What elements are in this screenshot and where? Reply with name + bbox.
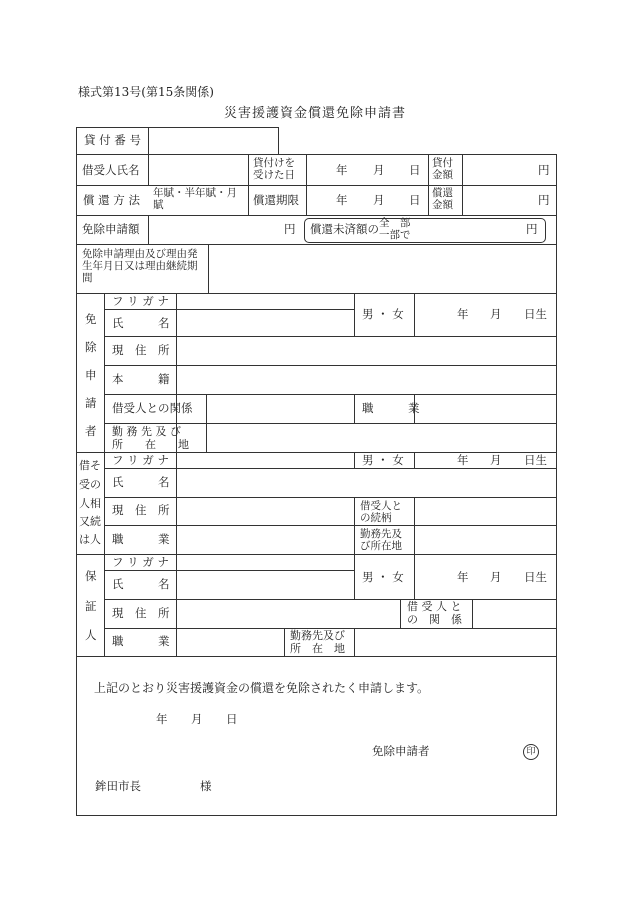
repayment-amount-yen: 円 [538, 193, 550, 207]
period-month: 月 [373, 193, 385, 207]
heir-address-label: 現 住 所 [112, 503, 170, 517]
heir-side-label-1: 借そ [79, 459, 101, 472]
loan-amount-label: 貸付金額 [432, 157, 453, 182]
exemption-reason-field[interactable] [210, 246, 554, 291]
form-number: 様式第13号(第15条関係) [78, 85, 214, 99]
loan-number-field[interactable] [150, 129, 276, 152]
applicant-domicile-label: 本 籍 [112, 372, 170, 386]
heir-relation-field[interactable] [416, 499, 554, 523]
unpaid-yen: 円 [526, 222, 538, 236]
period-year: 年 [336, 193, 348, 207]
borrower-name-label: 借受人氏名 [82, 163, 140, 177]
heir-side-label-4: 又続 [79, 515, 101, 528]
applicant-domicile-field[interactable] [178, 367, 554, 392]
heir-furigana-label: フ リ ガ ナ [112, 453, 169, 467]
guarantor-side-label-2: 証 [85, 599, 97, 613]
loan-amount-yen: 円 [538, 163, 550, 177]
date-year: 年 [156, 712, 168, 726]
loan-date-label: 貸付けを受けた日 [253, 157, 295, 182]
heir-birth-month: 月 [490, 453, 502, 467]
applicant-occupation-label: 職 業 [362, 401, 420, 415]
guarantor-name-field[interactable] [178, 572, 352, 597]
addressee: 鉾田市長 [95, 779, 141, 793]
guarantor-birth-month: 月 [490, 570, 502, 584]
unpaid-label: 償還未済額の [310, 222, 379, 236]
applicant-side-label-4: 請 [85, 396, 97, 410]
borrower-name-field[interactable] [150, 156, 246, 183]
applicant-workplace-label-2: 所 在 地 [112, 438, 189, 451]
loan-number-label: 貸 付 番 号 [84, 133, 141, 147]
applicant-address-label: 現 住 所 [112, 343, 170, 357]
applicant-occupation-field[interactable] [416, 396, 554, 421]
applicant-name-label: 氏 名 [112, 316, 170, 330]
guarantor-birth-day: 日生 [524, 570, 547, 584]
heir-name-field[interactable] [178, 470, 554, 495]
guarantor-address-field[interactable] [178, 601, 398, 626]
heir-side-label-5: は人 [79, 533, 101, 546]
applicant-side-label-5: 者 [85, 424, 97, 438]
guarantor-workplace-field[interactable] [356, 630, 554, 654]
heir-side-label-3: 人相 [79, 497, 101, 510]
heir-birth-year: 年 [457, 453, 469, 467]
loan-date-day: 日 [409, 163, 421, 177]
heir-sex[interactable]: 男 ・ 女 [362, 453, 404, 467]
addressee-honorific: 様 [200, 779, 212, 793]
guarantor-address-label: 現 住 所 [112, 606, 170, 620]
heir-address-field[interactable] [178, 499, 352, 523]
applicant-relation-field[interactable] [208, 396, 352, 421]
loan-date-year: 年 [336, 163, 348, 177]
exemption-amount-yen: 円 [284, 222, 296, 236]
heir-relation-label: 借受人との続柄 [360, 500, 402, 525]
exemption-amount-label: 免除申請額 [82, 222, 140, 236]
seal-icon: 印 [523, 744, 539, 760]
applicant-workplace-field[interactable] [208, 425, 554, 450]
heir-birth-day: 日生 [524, 453, 547, 467]
applicant-side-label-1: 免 [85, 312, 97, 326]
exemption-reason-label: 免除申請理由及び理由発生年月日又は理由継続期間 [82, 248, 198, 285]
applicant-relation-label: 借受人との関係 [112, 401, 193, 415]
guarantor-furigana-label: フ リ ガ ナ [112, 555, 169, 569]
date-day: 日 [226, 712, 238, 726]
guarantor-relation-field[interactable] [474, 601, 554, 626]
applicant-address-field[interactable] [178, 338, 554, 363]
guarantor-side-label-3: 人 [85, 628, 97, 642]
guarantor-occupation-field[interactable] [178, 630, 282, 654]
date-month: 月 [191, 712, 203, 726]
heir-furigana-field[interactable] [178, 454, 352, 466]
repayment-amount-label: 償還金額 [432, 187, 453, 212]
applicant-side-label-3: 申 [85, 368, 97, 382]
guarantor-sex[interactable]: 男 ・ 女 [362, 570, 404, 584]
applicant-signature-label: 免除申請者 [372, 744, 430, 758]
applicant-birth-day: 日生 [524, 307, 547, 321]
guarantor-birth-year: 年 [457, 570, 469, 584]
applicant-furigana-field[interactable] [178, 295, 352, 307]
guarantor-side-label-1: 保 [85, 569, 97, 583]
heir-occupation-field[interactable] [178, 527, 352, 552]
unpaid-all[interactable]: 全 部 [379, 217, 411, 229]
applicant-sex[interactable]: 男 ・ 女 [362, 307, 404, 321]
heir-name-label: 氏 名 [112, 475, 170, 489]
form-title: 災害援護資金償還免除申請書 [224, 106, 407, 121]
guarantor-furigana-field[interactable] [178, 556, 352, 568]
guarantor-name-label: 氏 名 [112, 577, 170, 591]
applicant-workplace-label-1: 勤 務 先 及 び [112, 425, 181, 438]
statement-text: 上記のとおり災害援護資金の償還を免除されたく申請します。 [94, 681, 430, 695]
applicant-birth-year: 年 [457, 307, 469, 321]
applicant-name-field[interactable] [178, 311, 352, 334]
guarantor-occupation-label: 職 業 [112, 634, 170, 648]
period-day: 日 [409, 193, 421, 207]
heir-occupation-label: 職 業 [112, 532, 170, 546]
heir-workplace-field[interactable] [416, 527, 554, 552]
guarantor-relation-label-1: 借 受 人 と [407, 600, 462, 613]
applicant-furigana-label: フ リ ガ ナ [112, 294, 169, 308]
heir-side-label-2: 受の [79, 478, 101, 491]
guarantor-workplace-label-2: 所 在 地 [290, 642, 345, 655]
applicant-side-label-2: 除 [85, 340, 97, 354]
unpaid-part[interactable]: 一部で [379, 229, 411, 241]
repayment-method-label: 償 還 方 法 [83, 193, 140, 207]
loan-date-month: 月 [373, 163, 385, 177]
heir-workplace-label: 勤務先及び所在地 [360, 528, 402, 553]
guarantor-workplace-label-1: 勤務先及び [290, 629, 345, 642]
repayment-method-options[interactable]: 年賦・半年賦・月賦 [153, 187, 237, 212]
guarantor-relation-label-2: の 関 係 [407, 613, 462, 626]
repayment-period-label: 償還期限 [253, 193, 299, 207]
applicant-birth-month: 月 [490, 307, 502, 321]
